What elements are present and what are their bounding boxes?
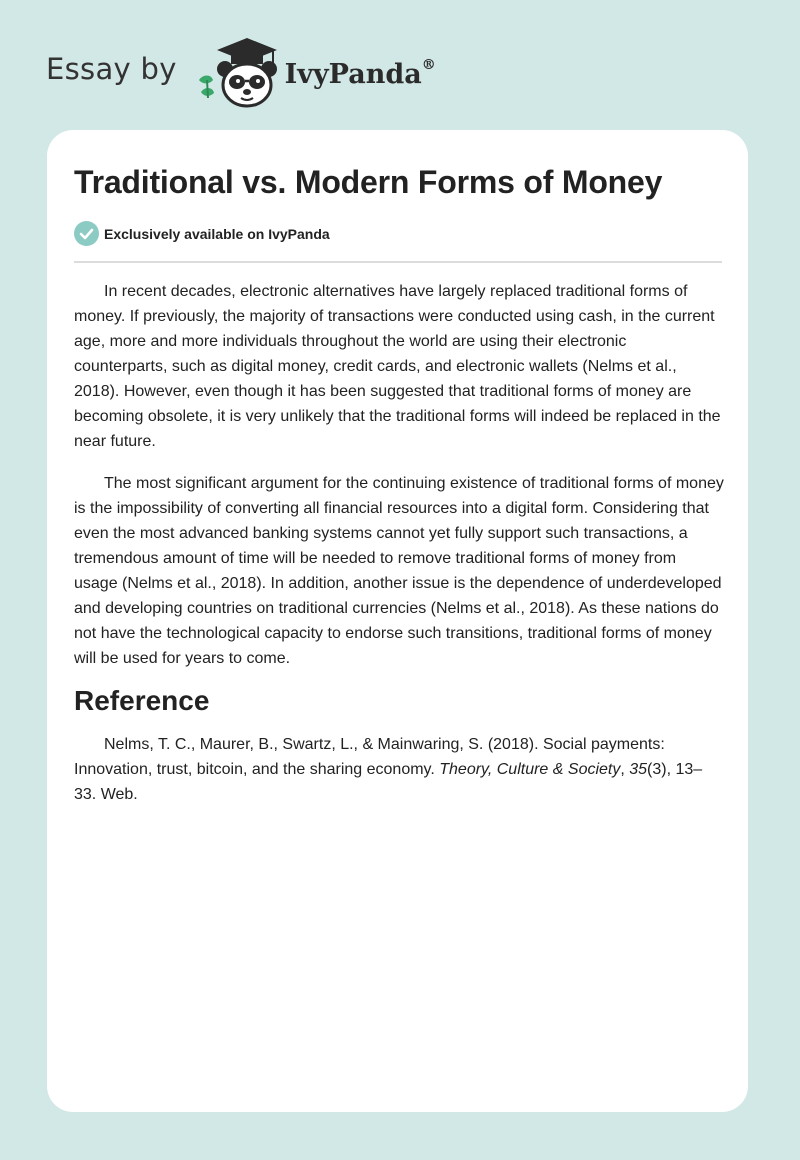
site-header	[46, 36, 436, 108]
reference-entry: Nelms, T. C., Maurer, B., Swartz, L., & Mainwaring, S. (2018). Social payments: Innovation, trust, bitcoin, and the sharing economy. Theory, Culture & Society, 35(3), 13–33. Web.	[74, 736, 703, 803]
reference-journal: Theory, Culture & Society	[439, 761, 621, 778]
reference-tail: (3), 13–33. Web.	[74, 761, 703, 803]
essay-body	[74, 279, 724, 824]
paragraph: In recent decades, electronic alternatives have largely replaced traditional forms of money. If previously, the majority of transactions were conducted using cash, in the current age, more and more individuals throughout the world are using their electronic counterparts, such as digital money, credit cards, and electronic wallets (Nelms et al., 2018). However, even though it has been suggested that traditional forms of money are becoming obsolete, it is very unlikely that the traditional forms will indeed be replaced in the near future.	[74, 283, 721, 450]
essay-by-label: Essay by	[46, 52, 177, 86]
check-circle-icon	[74, 221, 99, 246]
reference-volume: 35	[629, 761, 648, 778]
reference-authors: Nelms, T. C., Maurer, B., Swartz, L., & Mainwaring, S. (2018). Social payments: Innovation, trust, bitcoin, and the sharing economy.	[74, 736, 665, 778]
brand-name: IvyPanda®	[284, 56, 436, 90]
divider	[74, 261, 722, 263]
paragraph: The most significant argument for the continuing existence of traditional forms of money is the impossibility of converting all financial resources into a digital form. Considering that even the most advanced banking systems cannot yet fully support such transactions, a tremendous amount of time will be needed to remove traditional forms of money from usage (Nelms et al., 2018). In addition, another issue is the dependence of underdeveloped and developing countries on traditional currencies (Nelms et al., 2018). As these nations do not have the technological capacity to endorse such transitions, traditional forms of money will be used for years to come.	[74, 475, 724, 667]
reference-heading: Reference	[74, 685, 210, 716]
registered-mark: ®	[421, 56, 436, 73]
page-title: Traditional vs. Modern Forms of Money	[74, 164, 663, 200]
exclusive-badge-label: Exclusively available on IvyPanda	[104, 225, 330, 242]
exclusive-badge	[74, 221, 330, 246]
essay-card	[47, 130, 748, 1112]
panda-logo-icon	[193, 36, 283, 108]
